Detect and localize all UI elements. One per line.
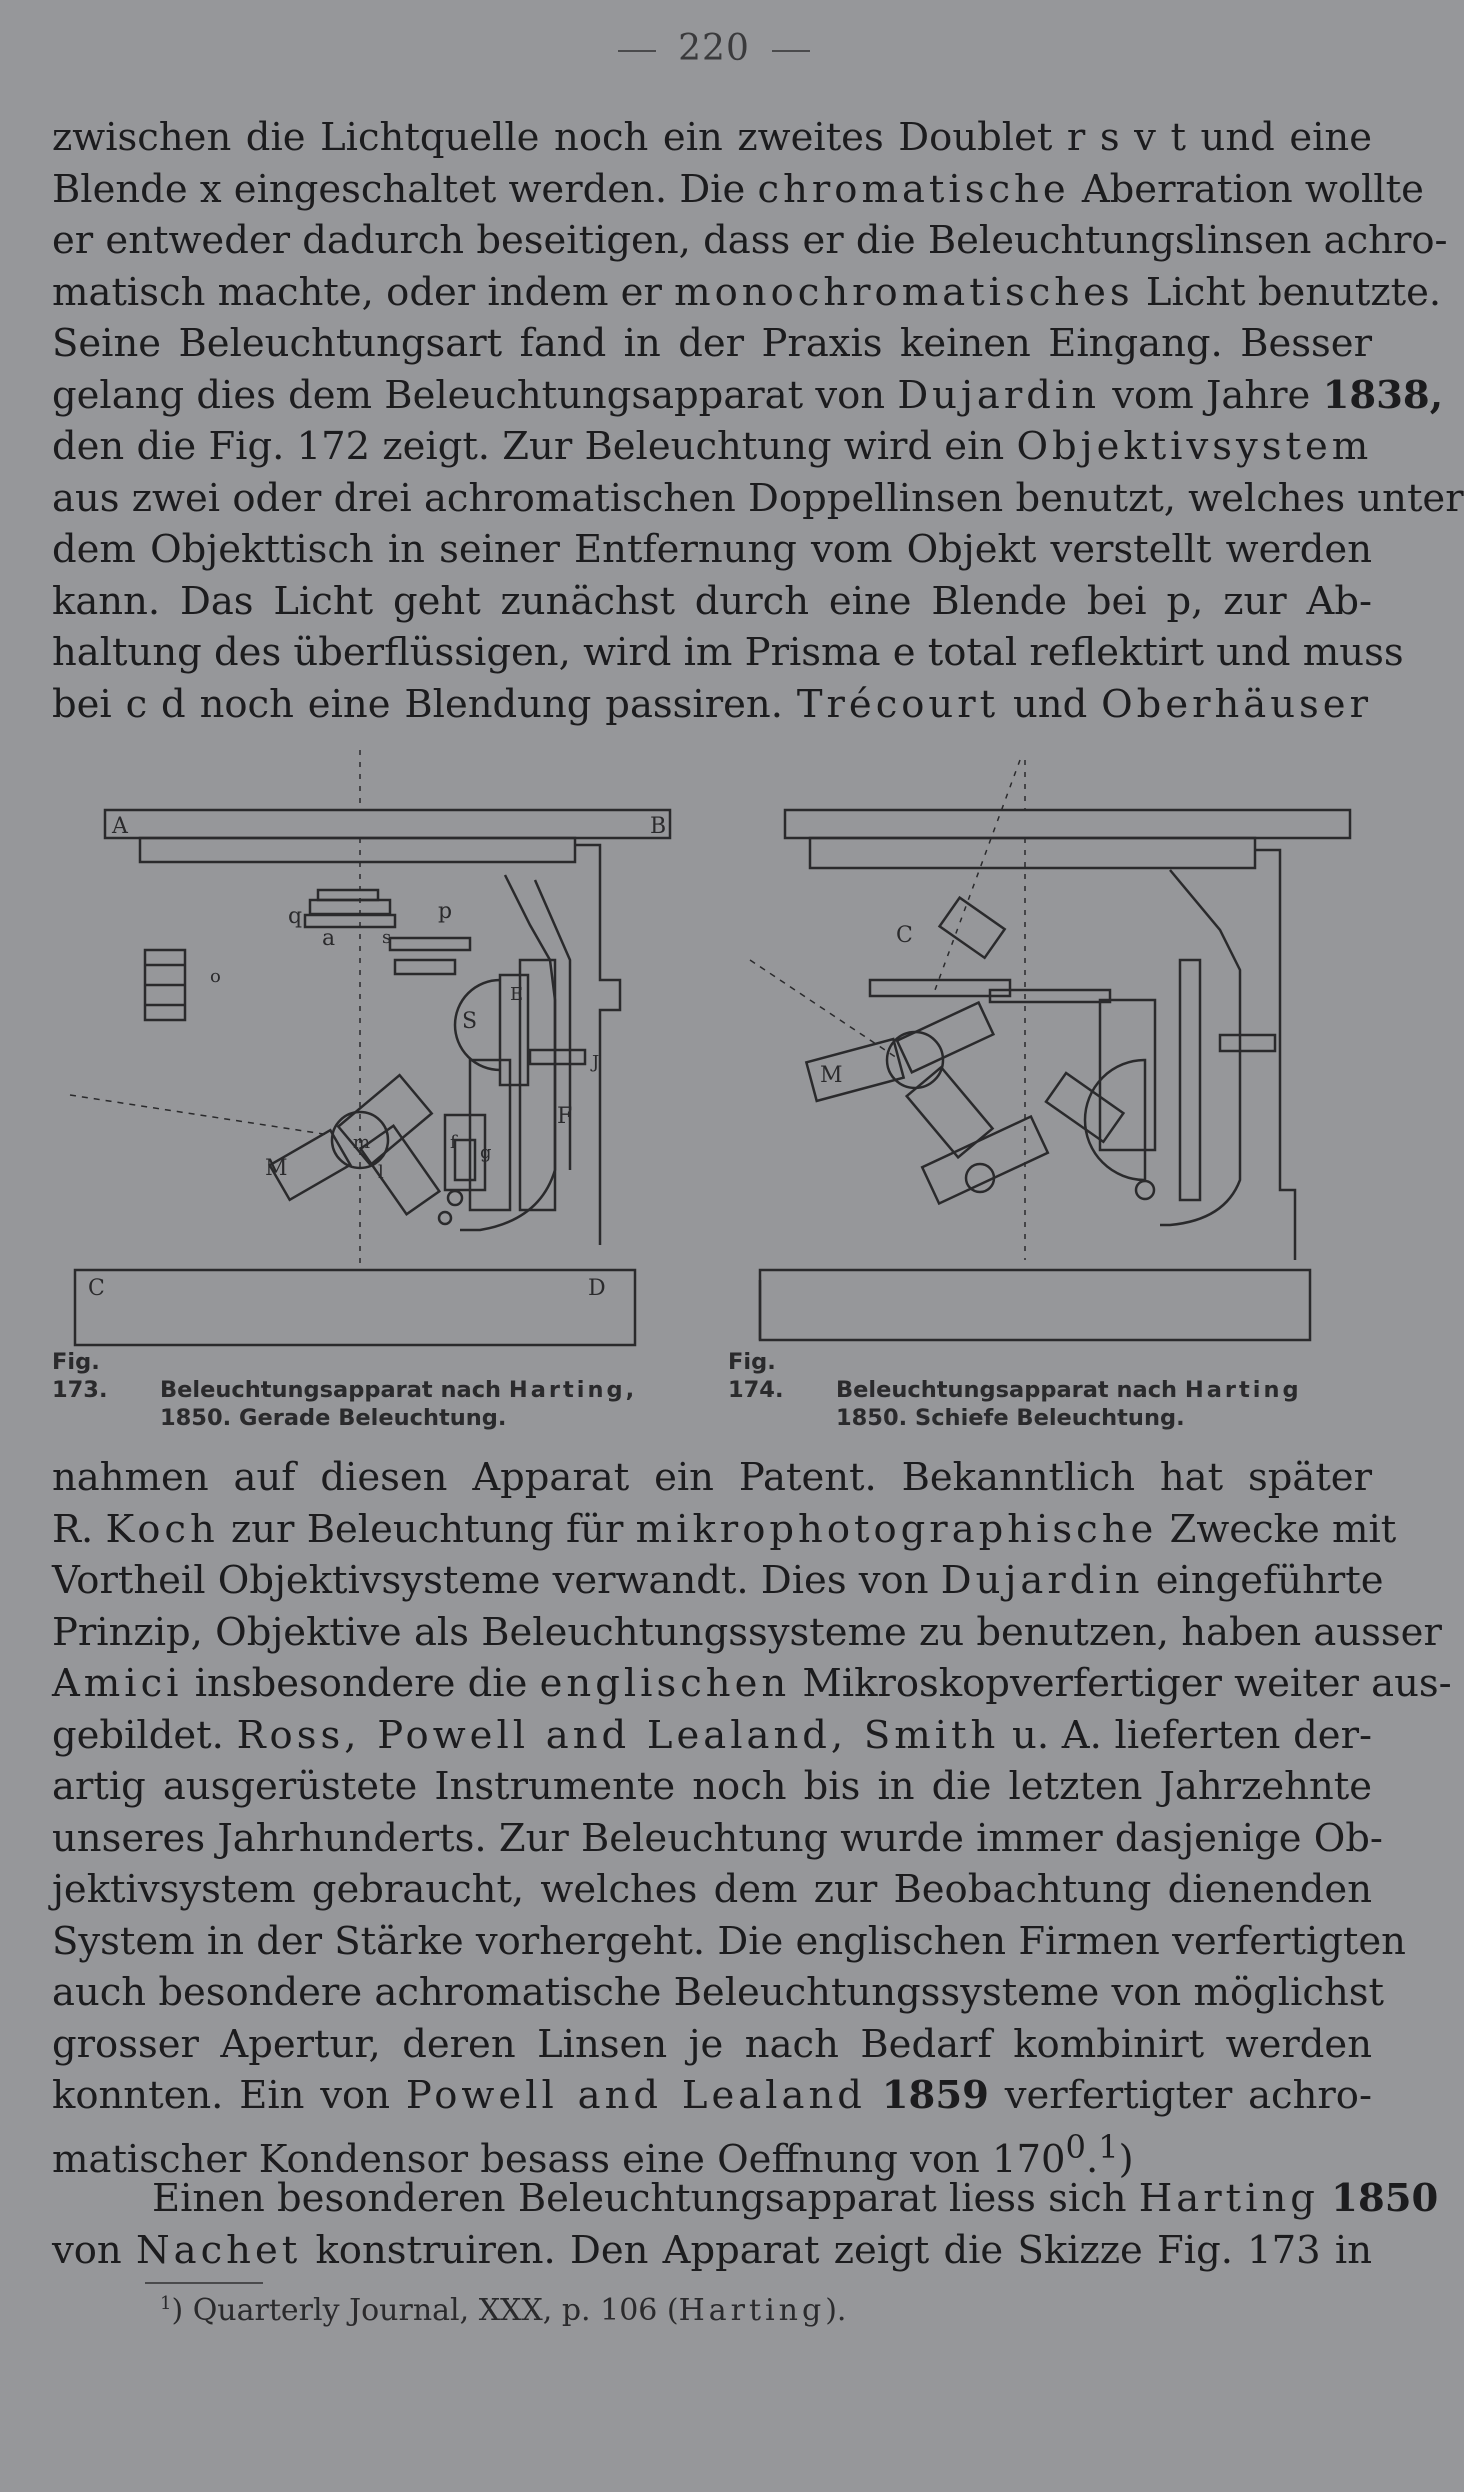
text-segment: grosser Apertur, deren Linsen je nach Bedarf kombinirt werden [52,2021,1372,2067]
text-line [52,370,1444,422]
footnote-rule [145,2282,263,2284]
fig173-label-s: s [382,927,392,948]
spaced-name: Objektivsystem [1016,424,1373,469]
fig173-label-C: C [88,1276,105,1301]
text-line [52,1607,1442,1659]
text-segment: Zwecke mit [1157,1506,1397,1552]
text-segment: eingeführte [1143,1558,1384,1603]
text-segment: R. [52,1506,106,1552]
figure-174 [750,760,1360,1350]
caption-174-line2: 1850. Schiefe Beleuchtung. [836,1405,1185,1431]
fig173-label-o: o [210,966,221,987]
text-segment: unseres Jahrhunderts. Zur Beleuchtung wurde immer dasjenige Ob- [52,1815,1383,1861]
text-line [52,1555,1384,1607]
text-segment: artig ausgerüstete Instrumente noch bis in die letzten Jahrzehnte [52,1764,1372,1809]
page-number-text: 220 [678,28,750,69]
text-line [52,2173,1439,2225]
spaced-name: Harting [1138,2176,1319,2221]
fig173-label-S: S [462,1009,478,1034]
text-segment: Einen besonderen Beleuchtungsapparat liess sich [152,2176,1139,2221]
text-segment: matischer Kondensor besass eine Oeffnung von 170 [52,2136,1066,2182]
spaced-name: chromatische [757,166,1070,212]
spaced-name: Dujardin [940,1558,1144,1603]
fig173-label-E: E [510,984,524,1005]
text-segment: Vortheil Objektivsysteme verwandt. Dies von [52,1558,941,1603]
caption-173-name: Harting, [508,1377,638,1403]
text-segment: jektivsystem gebraucht, welches dem zur Beobachtung dienenden [52,1867,1372,1912]
text-line [52,2225,1372,2277]
fig173-label-J: J [592,1052,600,1073]
fig173-label-a: a [322,926,336,951]
caption-174-number: Fig. 174. [728,1349,784,1403]
text-line [52,1967,1384,2019]
text-segment: . [1085,2136,1099,2182]
text-line [52,1813,1383,1865]
footnote-end: ). [825,2293,847,2328]
spaced-name: Trécourt [796,681,1000,727]
figure-173 [60,750,700,1350]
text-segment: den die Fig. 172 zeigt. Zur Beleuchtung wird ein [52,424,1017,469]
spaced-name: mikrophotographische [635,1506,1158,1552]
fig173-label-F: F [557,1104,573,1129]
text-line [52,473,1464,525]
footnote-mark: 1 [160,2293,172,2314]
text-segment: konnten. Ein von [52,2073,406,2118]
page-number [0,28,1428,69]
text-line [52,2070,1372,2122]
text-segment: gebildet. [52,1712,237,1758]
text-segment: verfertigter achro- [988,2073,1372,2118]
text-segment: aus zwei oder drei achromatischen Doppellinsen benutzt, welches unter [52,475,1464,521]
figure-174-labels [750,760,1360,1350]
spaced-name: Koch [105,1506,219,1552]
text-segment: nahmen auf diesen Apparat ein Patent. Bekanntlich hat später [52,1455,1372,1500]
figure-173-labels [60,750,700,1350]
spaced-name: Dujardin [897,372,1101,418]
caption-173-line2: 1850. Gerade Beleuchtung. [160,1405,507,1431]
fig173-label-g: g [480,1142,492,1163]
bold-year: 1838, [1322,372,1444,418]
text-segment: gelang dies dem Beleuchtungsapparat von [52,372,898,418]
caption-173-number: Fig. 173. [52,1349,108,1403]
bold-year: 1859 [881,2073,989,2118]
fig173-label-f: f [450,1132,457,1153]
text-line [52,627,1404,679]
text-segment: vom Jahre [1100,372,1323,418]
fig173-label-p: p [438,899,453,924]
text-line [52,576,1372,628]
fig174-label-C: C [896,923,913,948]
text-segment: Prinzip, Objektive als Beleuchtungssysteme zu benutzen, haben ausser [52,1609,1442,1655]
text-segment: von [52,2227,136,2273]
text-segment: er entweder dadurch beseitigen, dass er die Beleuchtungslinsen achro- [52,218,1448,263]
spaced-name: Nachet [135,2227,302,2273]
text-line [52,215,1448,267]
page-number-dash-left [618,50,656,52]
spaced-name: englischen [539,1661,791,1706]
text-segment: Mikroskopverfertiger weiter aus- [790,1661,1452,1706]
text-line [52,679,1372,731]
text-line [52,1504,1397,1556]
text-line [52,1761,1372,1813]
fig173-label-D: D [588,1276,606,1301]
fig174-label-M: M [820,1063,843,1088]
spaced-name: monochromatisches [674,269,1134,315]
text-segment: insbesondere die [182,1661,540,1706]
text-segment: System in der Stärke vorhergeht. Die englischen Firmen verfertigten [52,1918,1406,1964]
text-line [52,112,1372,164]
text-segment: Seine Beleuchtungsart fand in der Praxis keinen Eingang. Besser [52,321,1372,366]
text-segment [1319,2176,1331,2221]
text-segment: konstruiren. Den Apparat zeigt die Skizze Fig. 173 in [301,2227,1372,2273]
text-segment: und [999,681,1102,727]
fig173-label-q: q [288,904,303,929]
text-line [52,421,1372,473]
footnote [160,2293,846,2328]
text-line [52,1658,1452,1710]
text-segment: Blende x eingeschaltet werden. Die [52,166,758,212]
bold-year: 1850 [1331,2176,1439,2221]
text-segment: dem Objekttisch in seiner Entfernung vom Objekt verstellt werden [52,527,1372,572]
spaced-name: Ross, Powell and Lealand, Smith [236,1712,1000,1758]
paragraph-2 [52,1452,1452,2276]
page-number-dash-right [772,50,810,52]
text-segment: haltung des überflüssigen, wird im Prisma e total reflektirt und muss [52,630,1404,675]
text-line [52,1916,1406,1968]
text-line [52,524,1372,576]
spaced-name: Powell and Lealand [405,2073,866,2118]
text-segment: ) [1118,2136,1134,2182]
text-segment: Licht benutzte. [1133,269,1442,315]
caption-174-name: Harting [1184,1377,1302,1403]
text-line [52,1452,1372,1504]
text-line [52,2019,1372,2071]
text-line [52,2122,1372,2182]
text-segment: u. A. lieferten der- [999,1712,1372,1758]
spaced-name: Oberhäuser [1101,681,1372,727]
text-segment: zur Beleuchtung für [218,1506,636,1552]
text-segment: matisch machte, oder indem er [52,269,675,315]
footnote-name: Harting [678,2293,826,2328]
footnote-text: ) Quarterly Journal, XXX, p. 106 ( [171,2293,679,2328]
text-line [52,1864,1372,1916]
figure-174-caption [728,1348,1408,1432]
fig173-label-l: l [378,1162,384,1183]
text-segment: kann. Das Licht geht zunächst durch eine Blende bei p, zur Ab- [52,578,1372,624]
fig173-label-m: m [353,1132,371,1153]
text-line [52,267,1442,319]
caption-174-text: Beleuchtungsapparat nach [836,1377,1185,1403]
text-segment: zwischen die Lichtquelle noch ein zweites Doublet r s v t und eine [52,115,1372,160]
fig173-label-M: M [265,1156,288,1181]
spaced-name: Amici [52,1661,183,1706]
text-segment [866,2073,882,2118]
text-segment: auch besondere achromatische Beleuchtungssysteme von möglichst [52,1970,1384,2015]
caption-173-text: Beleuchtungsapparat nach [160,1377,509,1403]
superscript: 0 [1065,2127,1086,2166]
text-line [52,318,1372,370]
paragraph-1 [52,112,1464,730]
fig173-label-B: B [650,814,667,839]
text-segment: Aberration wollte [1069,166,1424,212]
fig173-label-A: A [112,814,128,839]
text-segment: bei c d noch eine Blendung passiren. [52,681,797,727]
text-line [52,1710,1372,1762]
text-line [52,164,1424,216]
superscript: 1 [1098,2127,1119,2166]
figure-173-caption [52,1348,732,1432]
